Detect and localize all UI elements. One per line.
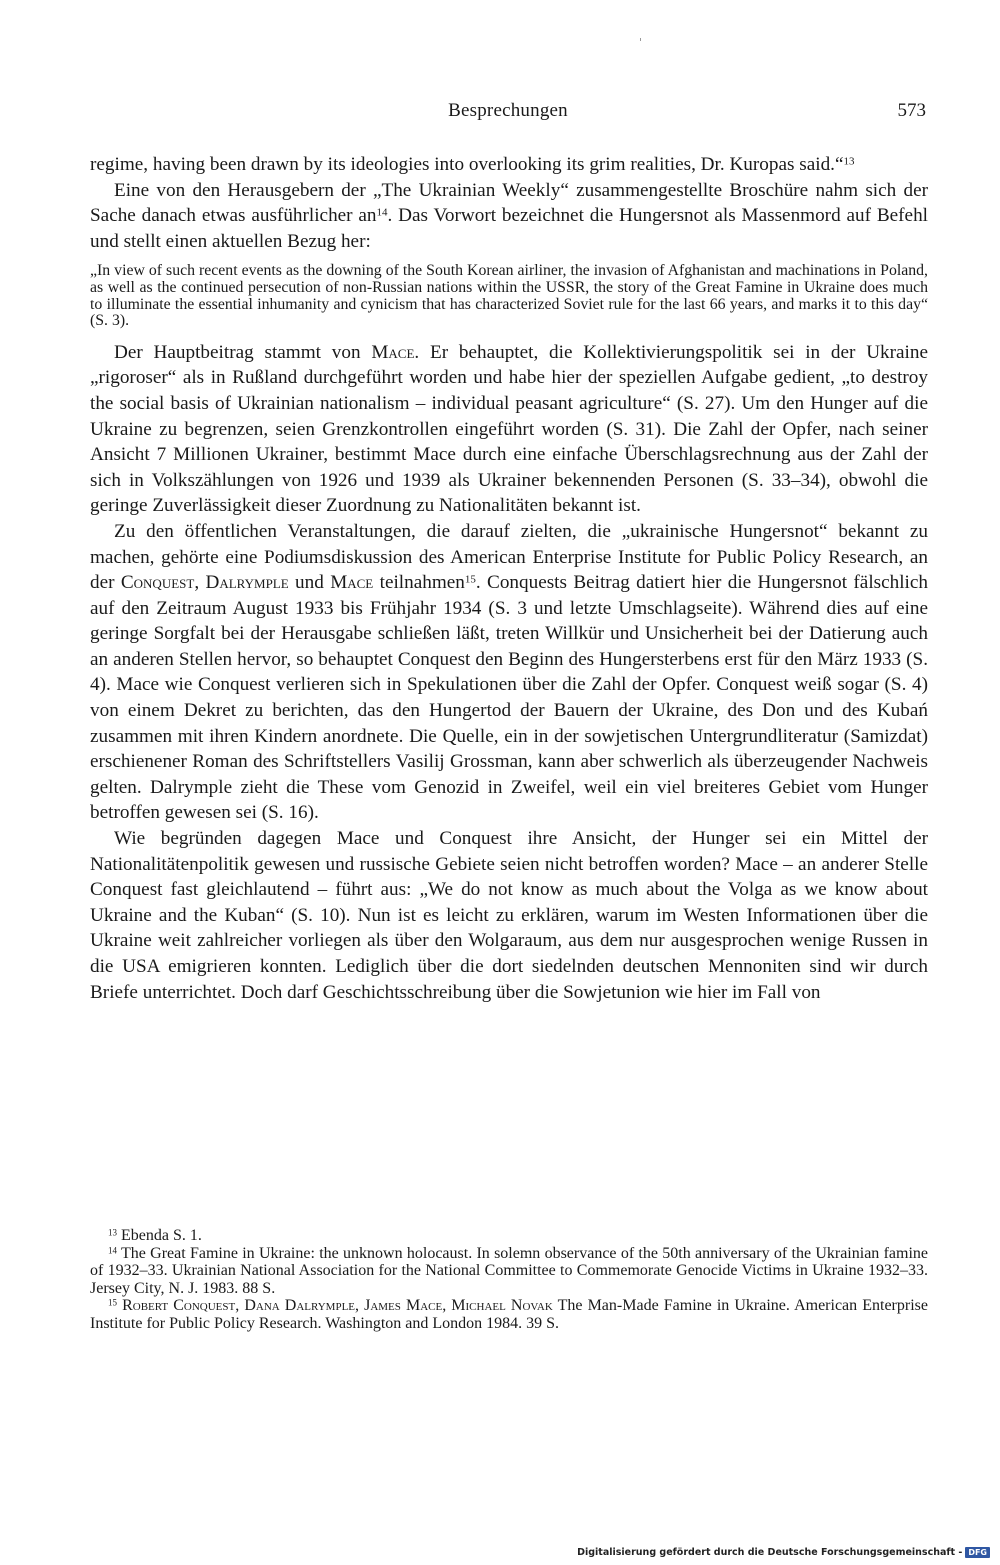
author-name: Dalrymple bbox=[205, 572, 289, 594]
paragraph-1: regime, having been drawn by its ideologies into overlooking its grim realities, Dr. Kuropas said.“$^{13}$ bbox=[90, 154, 855, 175]
paragraph-2: Eine von den Herausgebern der „The Ukrainian Weekly“ zusammengestellte Broschüre nahm sich der Sache danach etwas ausführlicher $an^{14}$. Das Vorwort bezeichnet die Hungersnot als Massenmord auf Befehl und stellt einen aktuellen Bezug her: bbox=[90, 179, 928, 252]
running-title: Besprechungen bbox=[448, 100, 568, 121]
footnote-ref-15: 15 bbox=[464, 573, 476, 586]
scan-mark bbox=[640, 38, 641, 41]
block-quote: „In view of such recent events as the downing of the South Korean airliner, the invasion of Afghanistan and machinations in Poland, as well as the continued persecution of non-Russian nations within the USSR, the story of the Great Famine in Ukraine does much to illuminate the essential inhumanity and cynicism that has characterized Soviet rule for the last 66 years, and marks it to this day“ (S. 3). bbox=[90, 262, 928, 330]
paragraph-5: Wie begründen dagegen Mace und Conquest ihre Ansicht, der Hunger sei ein Mittel der Nationalitätenpolitik gewesen und russische Gebiete seien nicht betroffen worden? Mace – an anderer Stelle Conquest fast gleichlautend – führt aus: „We do not know as much about the Volga as we know about Ukraine and the Kuban“ (S. 10). Nun ist es leicht zu erklären, warum im Westen Informationen über die Ukraine weit zahlreicher vorliegen als über den Wolgaraum, aus dem nur ausgesprochen wenige Russen in die USA emigrieren konnten. Lediglich über die dort siedelnden deutschen Mennoniten sind wir durch Briefe unterrichtet. Doch darf Geschichtsschreibung über die Sowjetunion wie hier im Fall von bbox=[90, 828, 928, 1003]
page-header bbox=[90, 100, 926, 130]
author-name: Conquest bbox=[120, 572, 195, 594]
paragraph-4: Zu den öffentlichen Veranstaltungen, die darauf zielten, die „ukrainische Hungersnot“ bekannt zu machen, gehörte eine Podiumsdiskussion des American Enterprise Institute for Public Policy Research, an der Conquest, Dalrymple und Mace teilnahmen$^{15}$. Conquests Beitrag datiert hier die Hungersnot fälschlich auf den Zeitraum August 1933 bis Frühjahr 1934 (S. 3 und letzte Umschlagseite). Während dies auf eine geringe Sorgfalt bei der Herausgabe schließen läßt, treten Willkür und Unsicherheit bei der Datierung auch an anderen Stellen hervor, so behauptet Conquest den Beginn des Hungersterbens erst für den März 1933 (S. 4). Mace wie Conquest verlieren sich in Spekulationen über die Zahl der Opfer. Conquest weiß sogar (S. 4) von einem Dekret zu berichten, das den Hungertod der Bauern der Ukraine, des Don und des Kubań zusammen mit ihren Kindern anordnete. Die Quelle, ein in der sowjetischen Untergrundliteratur (Samizdat) erschienener Roman des Schriftstellers Vasilij Grossman, kann aber schwerlich als überzeugender Nachweis gelten. Dalrymple zieht die These vom Genozid in Zweifel, weil ein viel breiteres Gebiet vom Hunger betroffen gewesen sei (S. 16). bbox=[90, 520, 928, 824]
dfg-logo-icon: DFG bbox=[965, 1547, 990, 1558]
author-name: Mace bbox=[330, 572, 374, 594]
author-name: Mace bbox=[371, 341, 415, 363]
footnote-15: $^{15}$ Robert Conquest, Dana Dalrymple, James Mace, Michael Novak The Man-Made Famine in Ukraine. American Enterprise Institute for Public Policy Research. Washington and London 1984. 39 S. bbox=[90, 1297, 928, 1332]
page-number: 573 bbox=[897, 100, 926, 121]
footnotes bbox=[90, 1227, 928, 1333]
footnote-ref-14: 14 bbox=[376, 206, 388, 219]
paragraph-3: Der Hauptbeitrag stammt von Mace. Er behauptet, die Kollektivierungspolitik sei in der Ukraine „rigoroser“ als in Rußland durchgeführt worden und habe hier der speziellen Aufgabe gedient, „to destroy the social basis of Ukrainian nationalism – individual peasant agriculture“ (S. 27). Um den Hunger auf die Ukraine zu begrenzen, seien Grenzkontrollen eingeführt worden (S. 31). Die Zahl der Opfer, nach seiner Ansicht 7 Millionen Ukrainer, bestimmt Mace durch eine einfache Überschlagsrechnung aus der Zahl der sich in Volkszählungen von 1926 und 1939 als Ukrainer bekennenden Personen (S. 33–34), obwohl die geringe Zuverlässigkeit dieser Zuordnung zu Nationalitäten bekannt ist. bbox=[90, 341, 929, 517]
digitization-footer bbox=[577, 1545, 990, 1559]
footnote-ref-13: 13 bbox=[843, 155, 855, 168]
footnote-14: $^{14}$ The Great Famine in Ukraine: the unknown holocaust. In solemn observance of the 50th anniversary of the Ukrainian famine of 1932–33. Ukrainian National Association for the National Committee to Commemorate Genocide Victims in Ukraine 1932–33. Jersey City, N. J. 1983. 88 S. bbox=[90, 1244, 928, 1297]
footnote-13: $^{13}$ Ebenda S. 1. bbox=[108, 1227, 202, 1244]
main-text bbox=[90, 152, 928, 1005]
funding-note: Digitalisierung gefördert durch die Deutsche Forschungsgemeinschaft - bbox=[577, 1546, 963, 1558]
